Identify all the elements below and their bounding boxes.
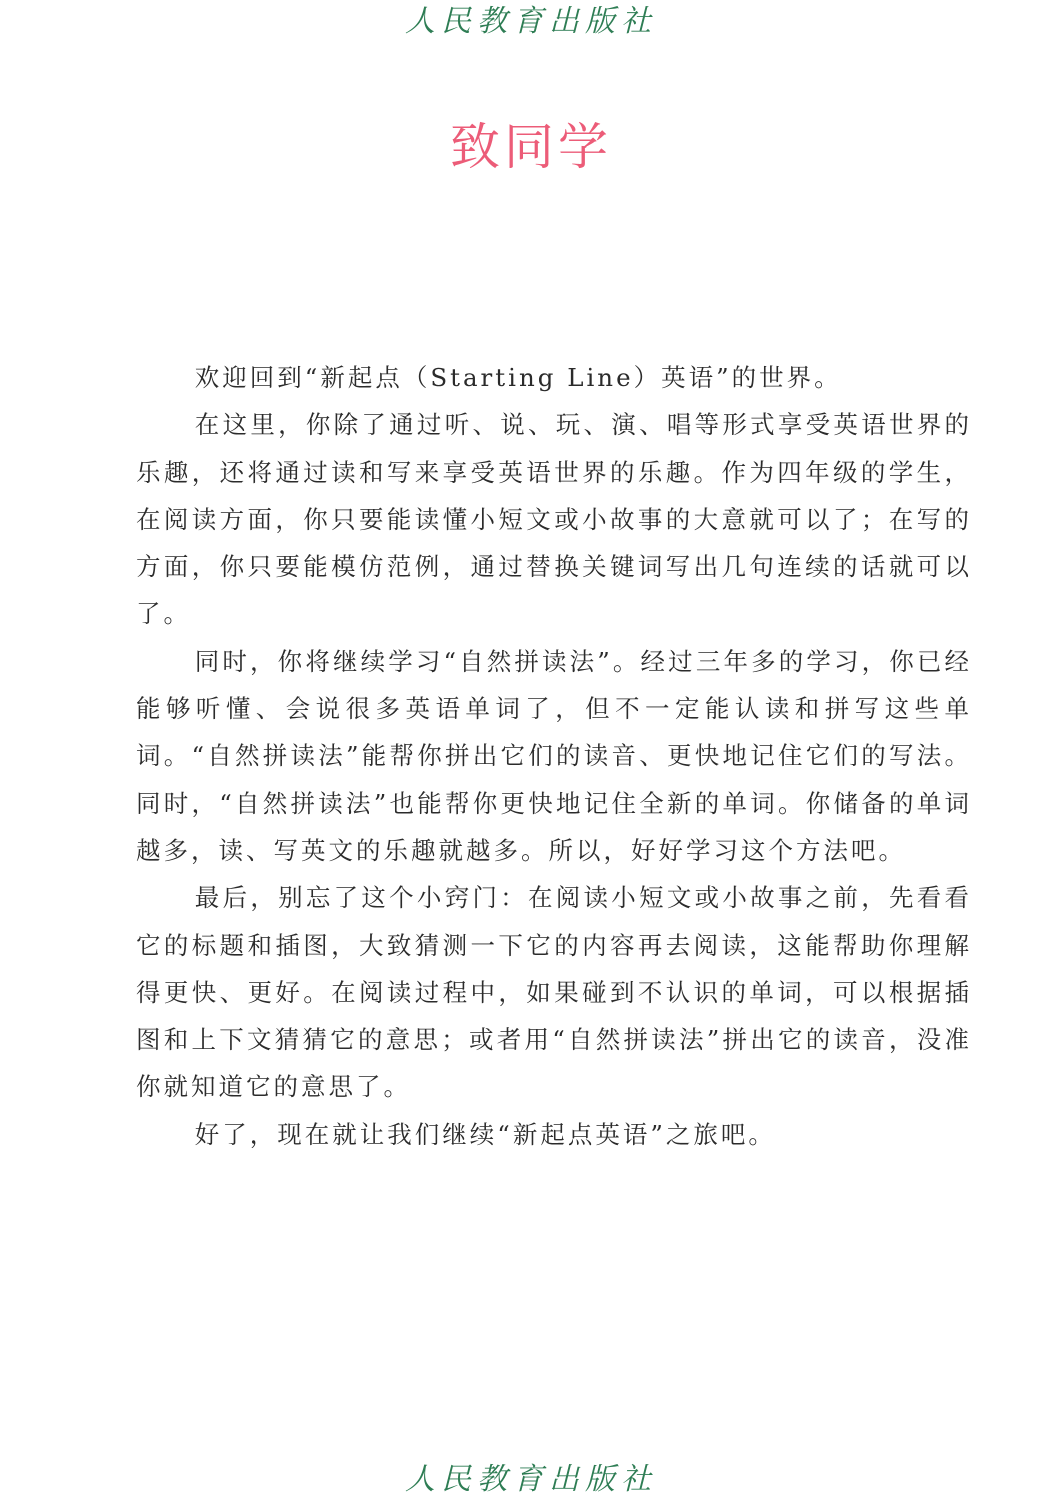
paragraph-4: 最后，别忘了这个小窍门：在阅读小短文或小故事之前，先看看它的标题和插图，大致猜测一下它的内容再去阅读，这能帮助你理解得更快、更好。在阅读过程中，如果碰到不认识的单词，可以根据插图和上下文猜猜它的意思；或者用“自然拼读法”拼出它的读音，没准你就知道它的意思了。 bbox=[136, 883, 972, 1102]
paragraph-3: 同时，你将继续学习“自然拼读法”。经过三年多的学习，你已经能够听懂、会说很多英语单词了，但不一定能认读和拼写这些单词。“自然拼读法”能帮你拼出它们的读音、更快地记住它们的写法。同时，“自然拼读法”也能帮你更快地记住全新的单词。你储备的单词越多，读、写英文的乐趣就越多。所以，好好学习这个方法吧。 bbox=[136, 646, 972, 865]
paragraph-2: 在这里，你除了通过听、说、玩、演、唱等形式享受英语世界的乐趣，还将通过读和写来享受英语世界的乐趣。作为四年级的学生，在阅读方面，你只要能读懂小短文或小故事的大意就可以了；在写的方面，你只要能模仿范例，通过替换关键词写出几句连续的话就可以了。 bbox=[136, 410, 972, 629]
publisher-logo-bottom: 人民教育出版社 bbox=[405, 1462, 657, 1497]
letter-body bbox=[136, 354, 972, 1158]
paragraph-1: 欢迎回到“新起点（Starting Line）英语”的世界。 bbox=[194, 363, 842, 392]
paragraph-5: 好了，现在就让我们继续“新起点英语”之旅吧。 bbox=[194, 1119, 776, 1149]
page-title: 致同学 bbox=[450, 118, 612, 176]
publisher-logo-top: 人民教育出版社 bbox=[405, 4, 657, 39]
